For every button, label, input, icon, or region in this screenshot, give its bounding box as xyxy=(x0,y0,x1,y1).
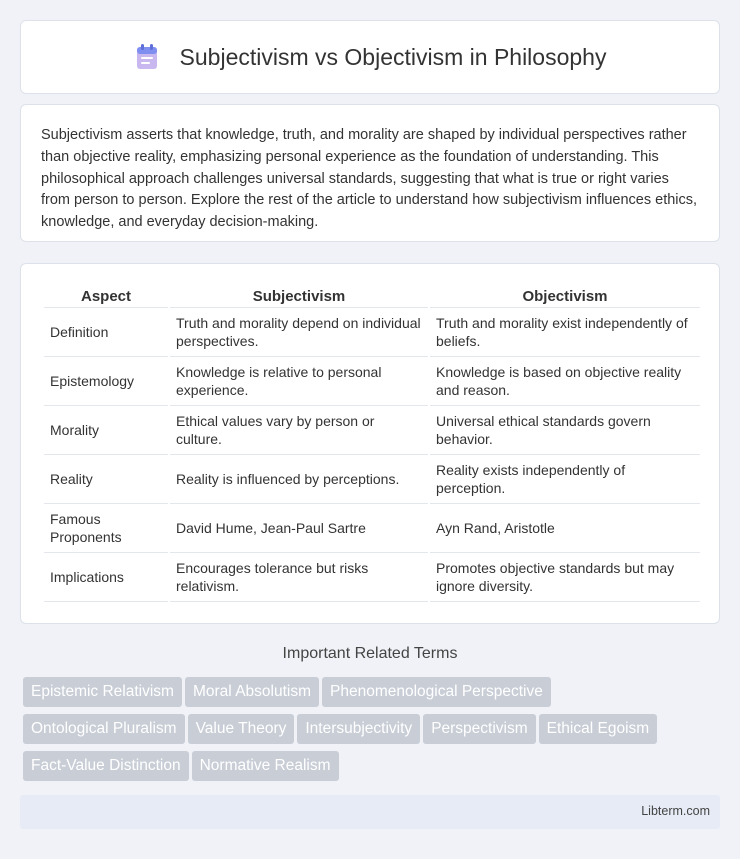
page-title xyxy=(134,43,607,71)
intro-card xyxy=(20,104,720,242)
cell-aspect: Famous Proponents xyxy=(44,504,168,553)
table-row xyxy=(44,504,700,553)
cell-subjectivism: Ethical values vary by person or culture. xyxy=(170,406,428,455)
cell-subjectivism: Encourages tolerance but risks relativism. xyxy=(170,553,428,602)
document-icon xyxy=(134,43,160,71)
cell-objectivism: Ayn Rand, Aristotle xyxy=(430,504,700,553)
cell-subjectivism: Knowledge is relative to personal experience. xyxy=(170,357,428,406)
tag-perspectivism[interactable]: Perspectivism xyxy=(423,714,535,744)
tag-moral-absolutism[interactable]: Moral Absolutism xyxy=(185,677,319,707)
cell-subjectivism: David Hume, Jean-Paul Sartre xyxy=(170,504,428,553)
tag-ethical-egoism[interactable]: Ethical Egoism xyxy=(539,714,658,744)
title-text: Subjectivism vs Objectivism in Philosophy xyxy=(179,43,607,70)
tag-fact-value-distinction[interactable]: Fact-Value Distinction xyxy=(23,751,189,781)
comparison-table xyxy=(42,286,702,602)
footer xyxy=(20,795,720,829)
cell-aspect: Morality xyxy=(44,406,168,455)
tag-normative-realism[interactable]: Normative Realism xyxy=(192,751,339,781)
header-aspect: Aspect xyxy=(44,286,168,308)
table-row xyxy=(44,406,700,455)
cell-subjectivism: Reality is influenced by perceptions. xyxy=(170,455,428,504)
cell-objectivism: Universal ethical standards govern behavior. xyxy=(430,406,700,455)
header-subjectivism: Subjectivism xyxy=(170,286,428,308)
cell-aspect: Definition xyxy=(44,308,168,357)
footer-brand-link[interactable]: Libterm.com xyxy=(641,804,710,818)
cell-objectivism: Reality exists independently of perception. xyxy=(430,455,700,504)
header-objectivism: Objectivism xyxy=(430,286,700,308)
tag-value-theory[interactable]: Value Theory xyxy=(188,714,295,744)
cell-aspect: Epistemology xyxy=(44,357,168,406)
related-terms-heading: Important Related Terms xyxy=(282,645,458,662)
table-row xyxy=(44,553,700,602)
table-row xyxy=(44,455,700,504)
cell-objectivism: Promotes objective standards but may ignore diversity. xyxy=(430,553,700,602)
tag-epistemic-relativism[interactable]: Epistemic Relativism xyxy=(23,677,182,707)
related-terms-list xyxy=(23,677,723,788)
title-card xyxy=(20,20,720,94)
tag-intersubjectivity[interactable]: Intersubjectivity xyxy=(297,714,420,744)
cell-aspect: Implications xyxy=(44,553,168,602)
tag-ontological-pluralism[interactable]: Ontological Pluralism xyxy=(23,714,185,744)
intro-text: Subjectivism asserts that knowledge, truth, and morality are shaped by individual perspectives rather than objective reality, emphasizing personal experience as the foundation of understanding. This philosophical approach challenges universal standards, suggesting that what is true or right varies from person to person. Explore the rest of the article to understand how subjectivism influences ethics, knowledge, and everyday decision-making. xyxy=(41,127,698,230)
comparison-table-card xyxy=(20,263,720,624)
cell-objectivism: Truth and morality exist independently of beliefs. xyxy=(430,308,700,357)
table-header-row xyxy=(44,286,700,308)
cell-objectivism: Knowledge is based on objective reality and reason. xyxy=(430,357,700,406)
cell-subjectivism: Truth and morality depend on individual perspectives. xyxy=(170,308,428,357)
tag-phenomenological-perspective[interactable]: Phenomenological Perspective xyxy=(322,677,551,707)
cell-aspect: Reality xyxy=(44,455,168,504)
table-row xyxy=(44,357,700,406)
table-row xyxy=(44,308,700,357)
